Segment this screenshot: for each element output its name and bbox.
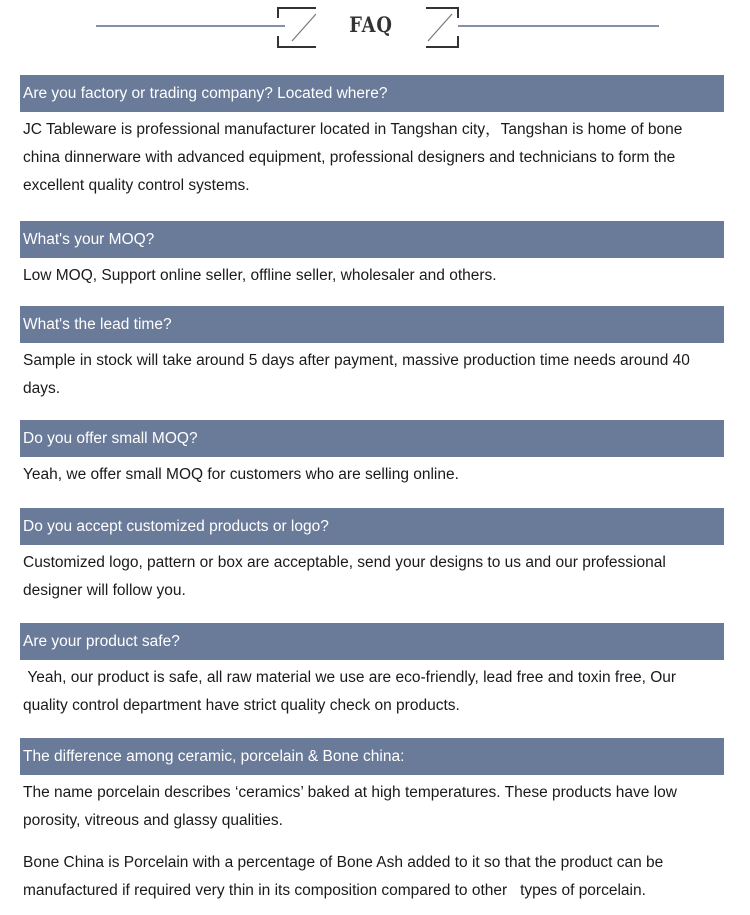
- page-title: FAQ: [349, 12, 393, 37]
- faq-answer-moq: Low MOQ, Support online seller, offline seller, wholesaler and others.: [23, 267, 497, 284]
- faq-question-factory: Are you factory or trading company? Located where?: [20, 75, 724, 112]
- faq-question-small-moq: Do you offer small MOQ?: [20, 420, 724, 457]
- faq-question-customized: Do you accept customized products or logo?: [20, 508, 724, 545]
- faq-question-moq: What's your MOQ?: [20, 221, 724, 258]
- faq-answer-lead-time: Sample in stock will take around 5 days after payment, massive production time needs around 40 days.: [23, 352, 695, 397]
- faq-answer-safety: Yeah, our product is safe, all raw material we use are eco-friendly, lead free and toxin free, Our quality control department have strict quality check on products.: [23, 669, 681, 714]
- faq-answer-small-moq: Yeah, we offer small MOQ for customers who are selling online.: [23, 466, 459, 483]
- faq-answer-bone-china: Bone China is Porcelain with a percentage of Bone Ash added to it so that the product can be manufactured if required very thin in its composition compared to other types of porcelain.: [23, 854, 668, 899]
- faq-answer-customized: Customized logo, pattern or box are acceptable, send your designs to us and our professional designer will follow you.: [23, 554, 671, 599]
- faq-answer-porcelain: The name porcelain describes ‘ceramics’ baked at high temperatures. These products have low porosity, vitreous and glassy qualities.: [23, 784, 682, 829]
- faq-question-difference: The difference among ceramic, porcelain & Bone china:: [20, 738, 724, 775]
- faq-question-safety: Are your product safe?: [20, 623, 724, 660]
- faq-question-lead-time: What's the lead time?: [20, 306, 724, 343]
- faq-header: [0, 0, 750, 60]
- faq-answer-factory: JC Tableware is professional manufacturer located in Tangshan city，Tangshan is home of bone china dinnerware with advanced equipment, professional designers and technicians to form the excellent quality control systems.: [23, 121, 687, 194]
